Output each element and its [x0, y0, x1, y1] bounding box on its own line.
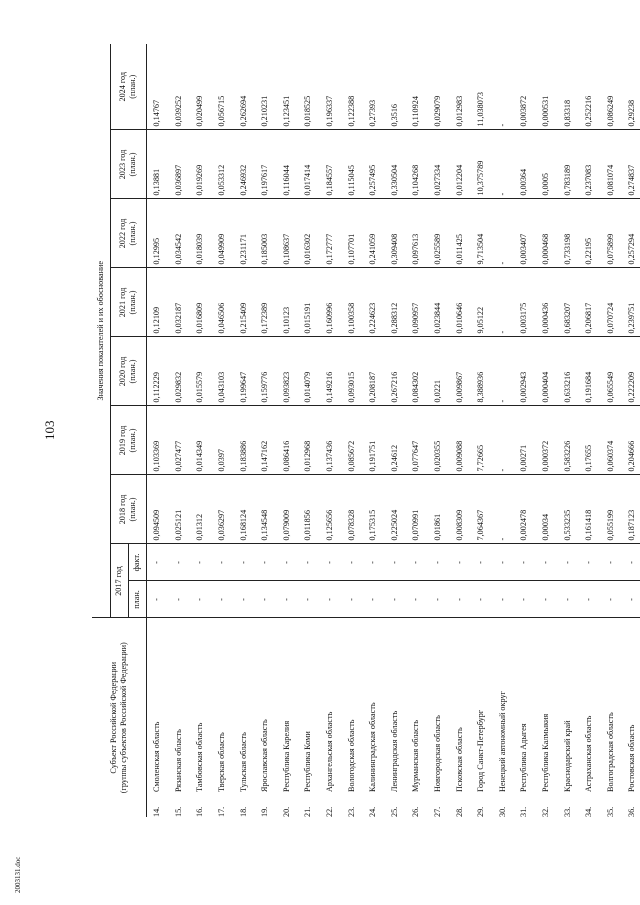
- table-row: [470, 44, 492, 817]
- value-cell: 0,110924: [411, 96, 421, 127]
- table-row: [362, 44, 384, 817]
- value-cell: 0,17655: [578, 406, 600, 475]
- fact-2017: -: [578, 544, 600, 581]
- value-cell: 0,029832: [168, 337, 190, 406]
- value-cell: 0,172777: [319, 199, 341, 268]
- plan-2017: -: [384, 581, 406, 618]
- value-cell: 0,533235: [557, 475, 579, 544]
- subject-name: Республика Калмыкия: [535, 618, 557, 795]
- value-cell: 0,000372: [535, 406, 557, 475]
- fact-2017: -: [535, 544, 557, 581]
- value-cell: 0,020499: [195, 95, 205, 127]
- value-cell: 0,224623: [362, 268, 384, 337]
- value-cell: 0,288312: [384, 268, 406, 337]
- value-cell: 9,05122: [470, 268, 492, 337]
- row-number: 25.: [389, 806, 399, 817]
- value-cell: 0,172389: [254, 268, 276, 337]
- value-cell: 0,116044: [276, 130, 298, 199]
- year-header: 2021 год (план.): [110, 268, 146, 337]
- table-row: [233, 44, 255, 817]
- value-cell: 0,032187: [168, 268, 190, 337]
- page-number: 103: [42, 420, 57, 440]
- plan-2017: -: [190, 581, 212, 618]
- value-cell: 0,252216: [584, 95, 594, 127]
- plan-2017: -: [233, 581, 255, 618]
- value-cell: 0,0005: [535, 130, 557, 199]
- value-cell: 0,204666: [622, 406, 640, 475]
- plan-2017: -: [276, 581, 298, 618]
- subject-name: Город Санкт-Петербург: [470, 618, 492, 795]
- row-number: 22.: [325, 806, 335, 817]
- plan-2017: -: [319, 581, 341, 618]
- fact-2017: -: [362, 544, 384, 581]
- value-cell: 0,257495: [362, 130, 384, 199]
- value-cell: 0,046506: [211, 268, 233, 337]
- value-cell: 0,00034: [535, 475, 557, 544]
- value-cell: 0,206817: [578, 268, 600, 337]
- fact-2017: -: [384, 544, 406, 581]
- value-cell: 0,29238: [627, 99, 637, 127]
- value-cell: 0,13881: [146, 130, 168, 199]
- value-cell: 0,000531: [540, 95, 550, 127]
- value-cell: 0,115045: [341, 130, 363, 199]
- value-cell: 0,00271: [514, 406, 536, 475]
- value-cell: 9,713504: [470, 199, 492, 268]
- value-cell: 0,085672: [341, 406, 363, 475]
- subject-name: Вологодская область: [341, 618, 363, 795]
- value-cell: 0,137436: [319, 406, 341, 475]
- value-cell: 0,016809: [190, 268, 212, 337]
- plan-2017: -: [492, 581, 514, 618]
- plan-2017: -: [362, 581, 384, 618]
- subject-name: Краснодарский край: [557, 618, 579, 795]
- fact-2017: -: [449, 544, 471, 581]
- value-cell: 0,018525: [303, 95, 313, 127]
- plan-2017: -: [146, 581, 168, 618]
- plan-2017: -: [578, 581, 600, 618]
- fact-2017: -: [427, 544, 449, 581]
- value-cell: 0,016302: [298, 199, 320, 268]
- value-cell: 0,191684: [578, 337, 600, 406]
- value-cell: 0,175315: [362, 475, 384, 544]
- value-cell: 0,104268: [406, 130, 428, 199]
- value-cell: 0,018039: [190, 199, 212, 268]
- value-cell: 0,003872: [519, 95, 529, 127]
- value-cell: 0,783189: [557, 130, 579, 199]
- value-cell: 0,01312: [190, 475, 212, 544]
- fact-2017: -: [168, 544, 190, 581]
- value-cell: 0,049909: [211, 199, 233, 268]
- value-cell: 7,064367: [470, 475, 492, 544]
- table-row: [168, 44, 190, 817]
- value-cell: 0,267216: [384, 337, 406, 406]
- row-number: 15.: [173, 806, 183, 817]
- row-number: 34.: [584, 806, 594, 817]
- fact-2017: -: [276, 544, 298, 581]
- row-number: 18.: [238, 806, 248, 817]
- plan-2017: -: [254, 581, 276, 618]
- value-cell: 0,14767: [152, 99, 162, 127]
- value-cell: 0,168124: [233, 475, 255, 544]
- value-cell: 0,633216: [557, 337, 579, 406]
- value-cell: 0,208187: [362, 337, 384, 406]
- value-cell: 0,017414: [298, 130, 320, 199]
- value-cell: 0,123451: [281, 95, 291, 127]
- row-number: 28.: [454, 806, 464, 817]
- value-cell: 0,079009: [276, 475, 298, 544]
- value-cell: 0,0397: [211, 406, 233, 475]
- value-cell: 0,257294: [622, 199, 640, 268]
- value-cell: 0,000468: [535, 199, 557, 268]
- table-row: [190, 44, 212, 817]
- subject-name: Мурманская область: [406, 618, 428, 795]
- plan-subheader: план.: [128, 581, 146, 618]
- value-cell: 0,003175: [514, 268, 536, 337]
- value-cell: 0,12995: [146, 199, 168, 268]
- row-number: 33.: [562, 806, 572, 817]
- table-row: [319, 44, 341, 817]
- table-row: [622, 44, 640, 817]
- value-cell: 10,375789: [470, 130, 492, 199]
- value-cell: 0,025589: [427, 199, 449, 268]
- plan-2017: -: [557, 581, 579, 618]
- row-number: 20.: [281, 806, 291, 817]
- plan-2017: -: [622, 581, 640, 618]
- plan-2017: -: [449, 581, 471, 618]
- value-cell: 0,084302: [406, 337, 428, 406]
- table-header: [92, 44, 146, 817]
- value-cell: 0,262694: [238, 95, 248, 127]
- value-cell: 0,039252: [173, 95, 183, 127]
- value-cell: -: [492, 406, 514, 475]
- year-header: 2020 год (план.): [110, 337, 146, 406]
- row-number: 16.: [195, 806, 205, 817]
- subject-name: Калининградская область: [362, 618, 384, 795]
- value-cell: 0,733198: [557, 199, 579, 268]
- fact-2017: -: [254, 544, 276, 581]
- value-cell: 0,22195: [578, 199, 600, 268]
- value-cell: 0,093015: [341, 337, 363, 406]
- value-cell: 0,199647: [233, 337, 255, 406]
- table-row: [341, 44, 363, 817]
- value-cell: 0,197617: [254, 130, 276, 199]
- value-cell: -: [492, 475, 514, 544]
- value-cell: 0,015579: [190, 337, 212, 406]
- plan-2017: -: [600, 581, 622, 618]
- fact-2017: -: [492, 544, 514, 581]
- value-cell: 0,075899: [600, 199, 622, 268]
- subject-header: [92, 618, 146, 817]
- year-header: 2023 год (план.): [110, 130, 146, 199]
- value-cell: 0,147162: [254, 406, 276, 475]
- row-number: 17.: [217, 806, 227, 817]
- value-cell: 0,196337: [325, 95, 335, 127]
- value-cell: 0,210231: [260, 95, 270, 127]
- subject-name: Республика Адыгея: [514, 618, 536, 795]
- indicators-table: [92, 44, 640, 817]
- value-cell: 0,00364: [514, 130, 536, 199]
- table-body: [146, 44, 640, 817]
- value-cell: 0,023844: [427, 268, 449, 337]
- value-cell: 0,090957: [406, 268, 428, 337]
- table-row: [600, 44, 622, 817]
- value-cell: 0,086249: [605, 95, 615, 127]
- value-cell: 0,000436: [535, 268, 557, 337]
- subject-name: Республика Карелия: [276, 618, 298, 795]
- values-title: Значения показателей и их обоснование: [92, 44, 110, 618]
- value-cell: 0,000404: [535, 337, 557, 406]
- row-number: 36.: [627, 806, 637, 817]
- fact-2017: -: [233, 544, 255, 581]
- value-cell: 0,27393: [368, 99, 378, 127]
- value-cell: -: [492, 130, 514, 199]
- table-row: [406, 44, 428, 817]
- subject-name: Республика Коми: [298, 618, 320, 795]
- table-row: [449, 44, 471, 817]
- value-cell: 0,125656: [319, 475, 341, 544]
- subject-name: Архангельская область: [319, 618, 341, 795]
- subject-name: Ленинградская область: [384, 618, 406, 795]
- document-footer: 2003131.doc: [14, 856, 22, 893]
- value-cell: 0,683207: [557, 268, 579, 337]
- value-cell: 0,034542: [168, 199, 190, 268]
- row-number: 35.: [605, 806, 615, 817]
- table-row: [384, 44, 406, 817]
- value-cell: 0,225024: [384, 475, 406, 544]
- value-cell: 0,065549: [600, 337, 622, 406]
- value-cell: 0,012983: [454, 95, 464, 127]
- table-row: [146, 44, 168, 817]
- plan-2017: -: [427, 581, 449, 618]
- value-cell: 0,036897: [168, 130, 190, 199]
- subject-subtitle: (группы субъектов Российской Федерации): [118, 642, 128, 794]
- value-cell: 0,185003: [254, 199, 276, 268]
- value-cell: 0,011425: [449, 199, 471, 268]
- row-number: 30.: [497, 806, 507, 817]
- subject-name: Тульская область: [233, 618, 255, 795]
- value-cell: 0,108637: [276, 199, 298, 268]
- year-header: 2024 год (план.): [110, 44, 146, 130]
- value-cell: 0,0221: [427, 337, 449, 406]
- row-number: 29.: [476, 806, 486, 817]
- subject-title: Субъект Российской Федерации: [108, 661, 118, 774]
- value-cell: 0,83318: [562, 99, 572, 127]
- value-cell: 0,222209: [622, 337, 640, 406]
- value-cell: 0,019269: [190, 130, 212, 199]
- value-cell: 0,060374: [600, 406, 622, 475]
- table-row: [578, 44, 600, 817]
- value-cell: 0,070724: [600, 268, 622, 337]
- value-cell: 0,093823: [276, 337, 298, 406]
- value-cell: 0,330504: [384, 130, 406, 199]
- value-cell: 0,078328: [341, 475, 363, 544]
- value-cell: 0,12109: [146, 268, 168, 337]
- fact-2017: -: [298, 544, 320, 581]
- value-cell: 0,246932: [233, 130, 255, 199]
- value-cell: 0,043103: [211, 337, 233, 406]
- value-cell: 0,239751: [622, 268, 640, 337]
- fact-subheader: факт.: [128, 544, 146, 581]
- value-cell: 0,237083: [578, 130, 600, 199]
- value-cell: 0,01861: [427, 475, 449, 544]
- value-cell: 0,134548: [254, 475, 276, 544]
- value-cell: 0,003407: [514, 199, 536, 268]
- fact-2017: -: [190, 544, 212, 581]
- fact-2017: -: [470, 544, 492, 581]
- year-header: 2022 год (план.): [110, 199, 146, 268]
- subject-name: Тверская область: [211, 618, 233, 795]
- value-cell: 0,241059: [362, 199, 384, 268]
- year-header: 2018 год (план.): [110, 475, 146, 544]
- subject-name: Тамбовская область: [190, 618, 212, 795]
- value-cell: 0,231171: [233, 199, 255, 268]
- table-row: [557, 44, 579, 817]
- value-cell: -: [492, 199, 514, 268]
- subject-name: Астраханская область: [578, 618, 600, 795]
- value-cell: 0,274837: [622, 130, 640, 199]
- value-cell: 7,72665: [470, 406, 492, 475]
- fact-2017: -: [622, 544, 640, 581]
- value-cell: 0,002478: [514, 475, 536, 544]
- value-cell: 0,056715: [217, 95, 227, 127]
- fact-2017: -: [319, 544, 341, 581]
- table-row: [298, 44, 320, 817]
- value-cell: 0,014079: [298, 337, 320, 406]
- value-cell: 0,020355: [427, 406, 449, 475]
- value-cell: 0,122388: [346, 95, 356, 127]
- table-row: [492, 44, 514, 817]
- fact-2017: -: [146, 544, 168, 581]
- value-cell: 0,012204: [449, 130, 471, 199]
- fact-2017: -: [211, 544, 233, 581]
- value-cell: 8,388936: [470, 337, 492, 406]
- subject-name: Рязанская область: [168, 618, 190, 795]
- value-cell: -: [492, 268, 514, 337]
- table-row: [211, 44, 233, 817]
- subject-name: Волгоградская область: [600, 618, 622, 795]
- value-cell: 0,014349: [190, 406, 212, 475]
- table-row: [514, 44, 536, 817]
- row-number: 31.: [519, 806, 529, 817]
- value-cell: 0,191751: [362, 406, 384, 475]
- value-cell: 0,215409: [233, 268, 255, 337]
- year-2017-header: 2017 год: [110, 544, 128, 618]
- fact-2017: -: [514, 544, 536, 581]
- value-cell: 0,086416: [276, 406, 298, 475]
- value-cell: 11,038073: [476, 91, 486, 127]
- value-cell: 0,149216: [319, 337, 341, 406]
- value-cell: 0,027334: [427, 130, 449, 199]
- fact-2017: -: [406, 544, 428, 581]
- row-number: 14.: [152, 806, 162, 817]
- value-cell: 0,309408: [384, 199, 406, 268]
- subject-name: Ненецкий автономный округ: [492, 618, 514, 795]
- plan-2017: -: [535, 581, 557, 618]
- value-cell: 0,24612: [384, 406, 406, 475]
- year-header: 2019 год (план.): [110, 406, 146, 475]
- value-cell: 0,081074: [600, 130, 622, 199]
- row-number: 27.: [433, 806, 443, 817]
- subject-name: Ростовская область: [622, 618, 640, 795]
- table-row: [427, 44, 449, 817]
- value-cell: 0,112229: [146, 337, 168, 406]
- value-cell: 0,160996: [319, 268, 341, 337]
- value-cell: 0,010646: [449, 268, 471, 337]
- value-cell: 0,015191: [298, 268, 320, 337]
- value-cell: 0,107701: [341, 199, 363, 268]
- value-cell: 0,583226: [557, 406, 579, 475]
- plan-2017: -: [514, 581, 536, 618]
- subject-name: Смоленская область: [146, 618, 168, 795]
- row-number: 19.: [260, 806, 270, 817]
- fact-2017: -: [600, 544, 622, 581]
- value-cell: 0,027477: [168, 406, 190, 475]
- subject-name: Новгородская область: [427, 618, 449, 795]
- value-cell: 0,025121: [168, 475, 190, 544]
- row-number: 24.: [368, 806, 378, 817]
- value-cell: 0,103369: [146, 406, 168, 475]
- value-cell: 0,011856: [298, 475, 320, 544]
- table-row: [254, 44, 276, 817]
- value-cell: 0,053312: [211, 130, 233, 199]
- value-cell: 0,183886: [233, 406, 255, 475]
- value-cell: 0,009088: [449, 406, 471, 475]
- value-cell: 0,012968: [298, 406, 320, 475]
- value-cell: 0,008309: [449, 475, 471, 544]
- row-number: 32.: [540, 806, 550, 817]
- plan-2017: -: [168, 581, 190, 618]
- subject-name: Псковская область: [449, 618, 471, 795]
- value-cell: 0,029079: [433, 95, 443, 127]
- value-cell: -: [497, 123, 507, 127]
- value-cell: 0,10123: [276, 268, 298, 337]
- value-cell: 0,184557: [319, 130, 341, 199]
- value-cell: -: [492, 337, 514, 406]
- value-cell: 0,036297: [211, 475, 233, 544]
- plan-2017: -: [406, 581, 428, 618]
- row-number: 23.: [346, 806, 356, 817]
- row-number: 26.: [411, 806, 421, 817]
- value-cell: 0,055199: [600, 475, 622, 544]
- value-cell: 0,159776: [254, 337, 276, 406]
- plan-2017: -: [211, 581, 233, 618]
- value-cell: 0,094509: [146, 475, 168, 544]
- plan-2017: -: [470, 581, 492, 618]
- value-cell: 0,3516: [389, 103, 399, 127]
- plan-2017: -: [341, 581, 363, 618]
- value-cell: 0,077647: [406, 406, 428, 475]
- plan-2017: -: [298, 581, 320, 618]
- value-cell: 0,100358: [341, 268, 363, 337]
- value-cell: 0,187123: [622, 475, 640, 544]
- table-row: [535, 44, 557, 817]
- fact-2017: -: [557, 544, 579, 581]
- value-cell: 0,070991: [406, 475, 428, 544]
- fact-2017: -: [341, 544, 363, 581]
- value-cell: 0,097613: [406, 199, 428, 268]
- table-row: [276, 44, 298, 817]
- subject-name: Ярославская область: [254, 618, 276, 795]
- value-cell: 0,002943: [514, 337, 536, 406]
- row-number: 21.: [303, 806, 313, 817]
- value-cell: 0,161418: [578, 475, 600, 544]
- value-cell: 0,009867: [449, 337, 471, 406]
